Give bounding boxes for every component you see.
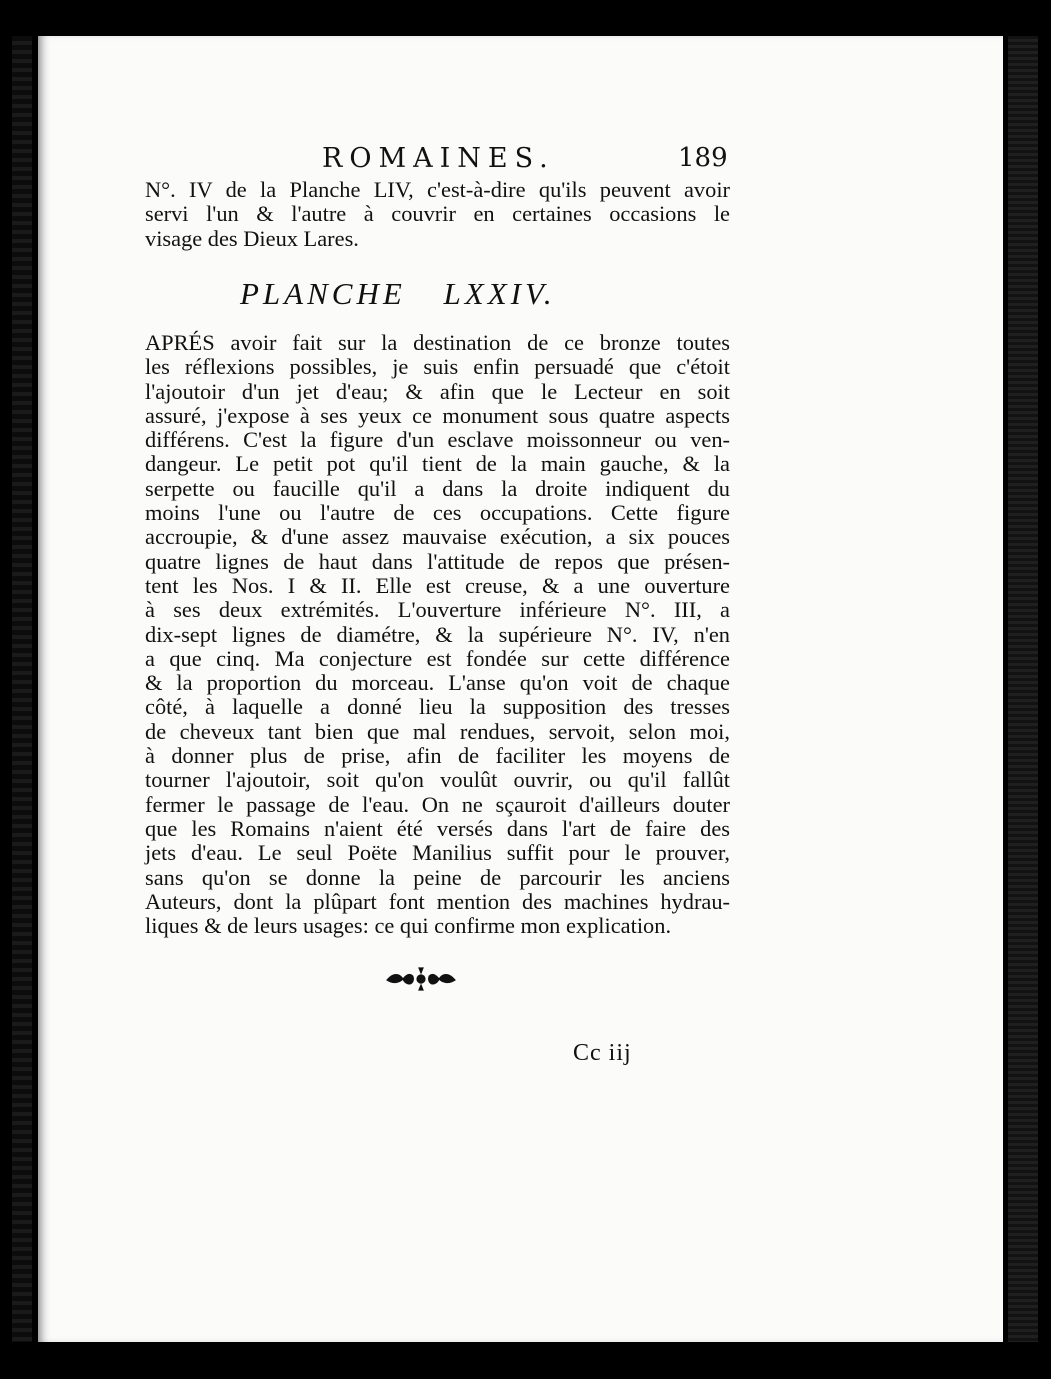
text-line: visage des Dieux Lares. [145, 225, 359, 251]
binding-edge-shadow [12, 36, 32, 1342]
text-line: fermer le passage de l'eau. On ne sçauroit d'ailleurs douter [145, 791, 730, 817]
text-line: N°. IV de la Planche LIV, c'est-à-dire qu'ils peuvent avoir [145, 177, 730, 202]
text-line: dix-sept lignes de diamétre, & la supérieure N°. IV, n'en [145, 621, 730, 647]
text-line: liques & de leurs usages: ce qui confirme mon explication. [145, 913, 672, 939]
text-line: de cheveux tant bien que mal rendues, servoit, selon moi, [145, 718, 730, 744]
continuation-paragraph [145, 178, 730, 251]
text-line: accroupie, & d'une assez mauvaise exécution, a six pouces [145, 524, 730, 550]
text-line: côté, à laquelle a donné lieu la supposition des tresses [145, 694, 730, 720]
text-line: l'ajoutoir d'un jet d'eau; & afin que le Lecteur en soit [145, 378, 730, 404]
text-line: & la proportion du morceau. L'anse qu'on voit de chaque [145, 670, 730, 696]
text-line: tent les Nos. I & II. Elle est creuse, & a une ouverture [145, 572, 730, 598]
text-line: assuré, j'expose à ses yeux ce monument sous quatre aspects [145, 402, 730, 428]
text-line: moins l'une ou l'autre de ces occupations. Cette figure [145, 500, 730, 526]
text-line: a que cinq. Ma conjecture est fondée sur cette différence [145, 645, 730, 671]
text-line: tourner l'ajoutoir, soit qu'on voulût ouvrir, ou qu'il fallût [145, 767, 730, 793]
text-line: servi l'un & l'autre à couvrir en certaines occasions le [145, 201, 730, 227]
text-line: jets d'eau. Le seul Poëte Manilius suffit pour le prouver, [145, 840, 730, 866]
text-line: à ses deux extrémités. L'ouverture inférieure N°. III, a [145, 597, 730, 623]
running-title: ROMAINES. [322, 143, 555, 174]
text-line: dangeur. Le petit pot qu'il tient de la main gauche, & la [145, 451, 730, 477]
text-line: APRÉS avoir fait sur la destination de ce bronze toutes [145, 330, 730, 355]
text-line: à donner plus de prise, afin de faciliter les moyens de [145, 743, 730, 769]
text-line: serpette ou faucille qu'il a dans la droite indiquent du [145, 475, 730, 501]
page-number: 189 [678, 143, 728, 173]
plate-paragraph [145, 331, 730, 938]
plate-heading: PLANCHE LXXIV. [240, 276, 556, 311]
text-line: différens. C'est la figure d'un esclave moissonneur ou ven- [145, 427, 730, 453]
text-line: que les Romains n'aient été versés dans l'art de faire des [145, 815, 730, 841]
page-fore-edge [1008, 36, 1038, 1342]
fleuron-ornament-icon [383, 967, 459, 991]
text-line: Auteurs, dont la plûpart font mention des machines hydrau- [145, 888, 730, 914]
signature-mark: Cc iij [573, 1040, 632, 1066]
text-line: sans qu'on se donne la peine de parcourir les anciens [145, 864, 730, 890]
text-line: quatre lignes de haut dans l'attitude de repos que présen- [145, 548, 730, 574]
text-line: les réflexions possibles, je suis enfin persuadé que c'étoit [145, 354, 730, 380]
running-head [322, 143, 742, 177]
